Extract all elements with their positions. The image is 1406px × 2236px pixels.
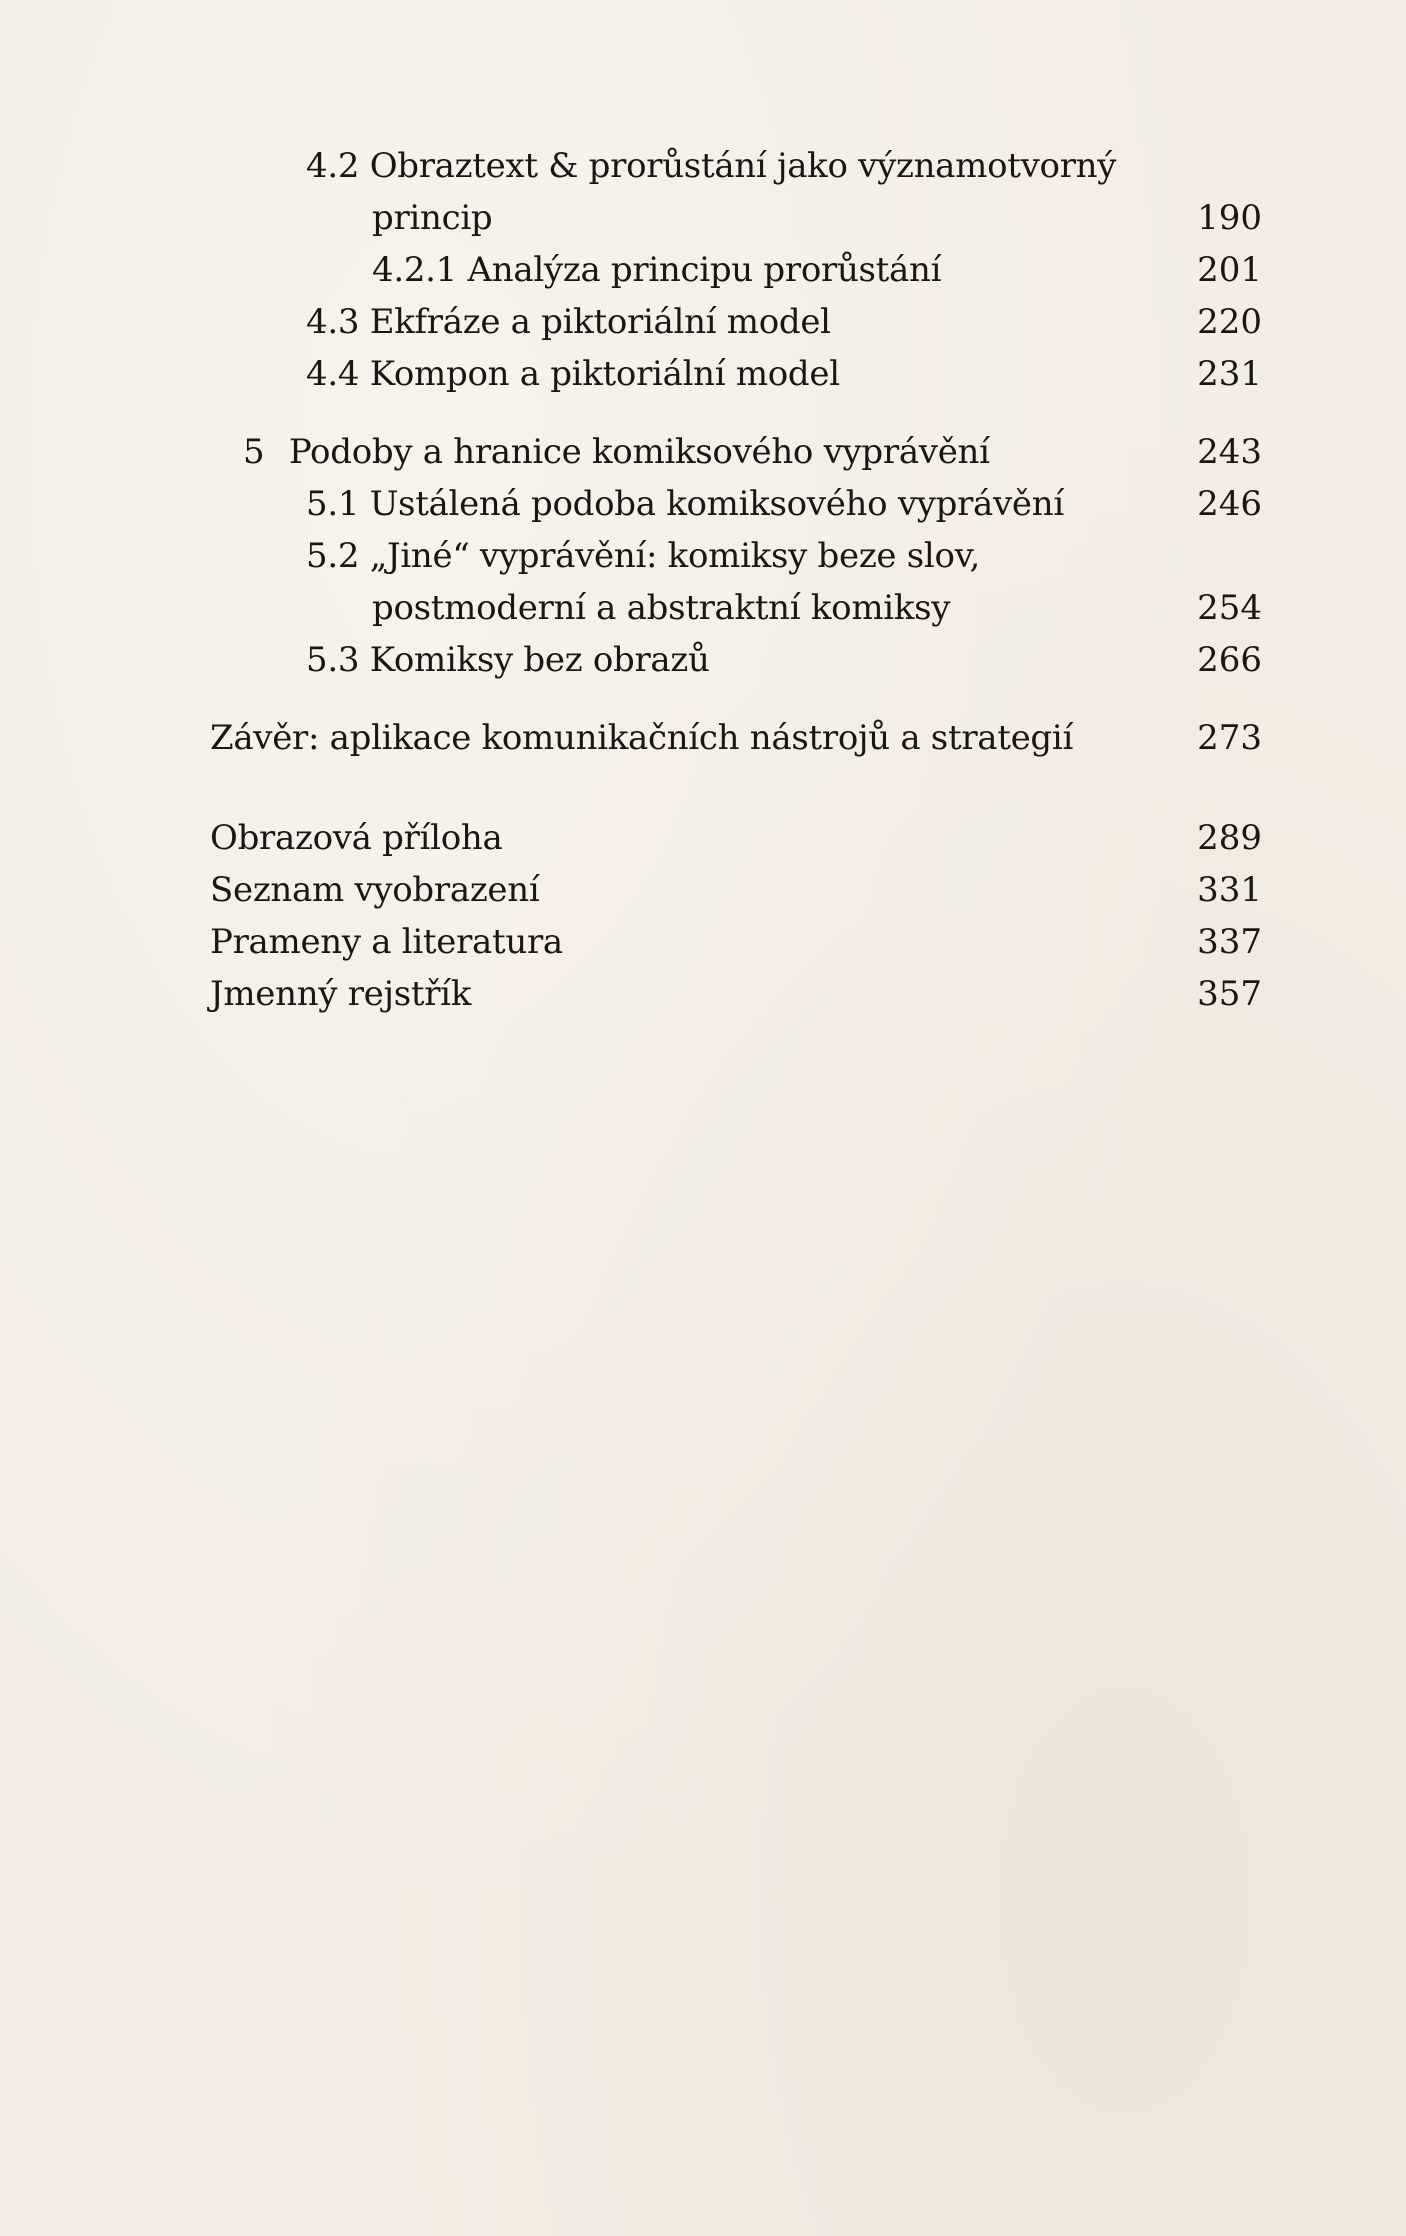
toc-page-number: 331	[1197, 870, 1262, 910]
toc-entry-title: Prameny a literatura	[210, 922, 563, 962]
toc-entry-title: Podoby a hranice komiksového vyprávění	[288, 432, 990, 472]
toc-entry-title: Seznam vyobrazení	[210, 870, 540, 910]
toc-entry-title: postmoderní a abstraktní komiksy	[372, 588, 951, 628]
toc-entry-title: Kompon a piktoriální model	[369, 354, 840, 394]
toc-entry-4-2-continued	[372, 198, 492, 238]
toc-entry-title: Obraztext & prorůstání jako významotvorný	[369, 146, 1117, 186]
toc-entry-number: 5.3	[306, 640, 360, 680]
toc-entry-number: 4.4	[306, 354, 360, 394]
toc-entry-5-3	[306, 640, 710, 680]
toc-entry-title: Komiksy bez obrazů	[369, 640, 710, 680]
toc-page-number: 231	[1197, 354, 1262, 394]
toc-page-number: 273	[1197, 718, 1262, 758]
toc-entry-5	[243, 432, 990, 472]
toc-page-number: 357	[1197, 974, 1262, 1014]
toc-entry-sources	[210, 922, 563, 962]
toc-entry-title: princip	[372, 198, 493, 238]
toc-entry-title: Analýza principu prorůstání	[467, 250, 942, 290]
toc-entry-title: Obrazová příloha	[210, 818, 503, 858]
toc-page-number: 266	[1197, 640, 1262, 680]
toc-page-number: 243	[1197, 432, 1262, 472]
toc-entry-4-3	[306, 302, 831, 342]
toc-entry-4-2-1	[372, 250, 941, 290]
toc-entry-5-2-continued	[372, 588, 950, 628]
toc-entry-number: 4.3	[306, 302, 360, 342]
toc-page-number: 254	[1197, 588, 1262, 628]
toc-entry-5-2	[306, 536, 980, 576]
toc-entry-title: Ustálená podoba komiksového vyprávění	[369, 484, 1064, 524]
toc-entry-number: 5	[243, 432, 265, 472]
toc-entry-title: Ekfráze a piktoriální model	[369, 302, 831, 342]
toc-entry-image-appendix	[210, 818, 502, 858]
toc-entry-list-of-figures	[210, 870, 539, 910]
toc-entry-title: Jmenný rejstřík	[210, 974, 472, 1014]
toc-entry-number: 4.2.1	[372, 250, 458, 290]
toc-entry-number: 4.2	[306, 146, 360, 186]
toc-entry-number: 5.1	[306, 484, 360, 524]
toc-entry-title: Závěr: aplikace komunikačních nástrojů a strategií	[210, 718, 1074, 758]
toc-entry-conclusion	[210, 718, 1073, 758]
toc-entry-4-4	[306, 354, 840, 394]
toc-entry-name-index	[210, 974, 471, 1014]
toc-entry-4-2	[306, 146, 1116, 186]
toc-page-number: 190	[1197, 198, 1262, 238]
toc-entry-title: „Jiné“ vyprávění: komiksy beze slov,	[369, 536, 981, 576]
toc-entry-number: 5.2	[306, 536, 360, 576]
toc-page-number: 220	[1197, 302, 1262, 342]
toc-page-number: 289	[1197, 818, 1262, 858]
toc-page-number: 246	[1197, 484, 1262, 524]
toc-entry-5-1	[306, 484, 1064, 524]
toc-page-number: 337	[1197, 922, 1262, 962]
toc-page-number: 201	[1197, 250, 1262, 290]
